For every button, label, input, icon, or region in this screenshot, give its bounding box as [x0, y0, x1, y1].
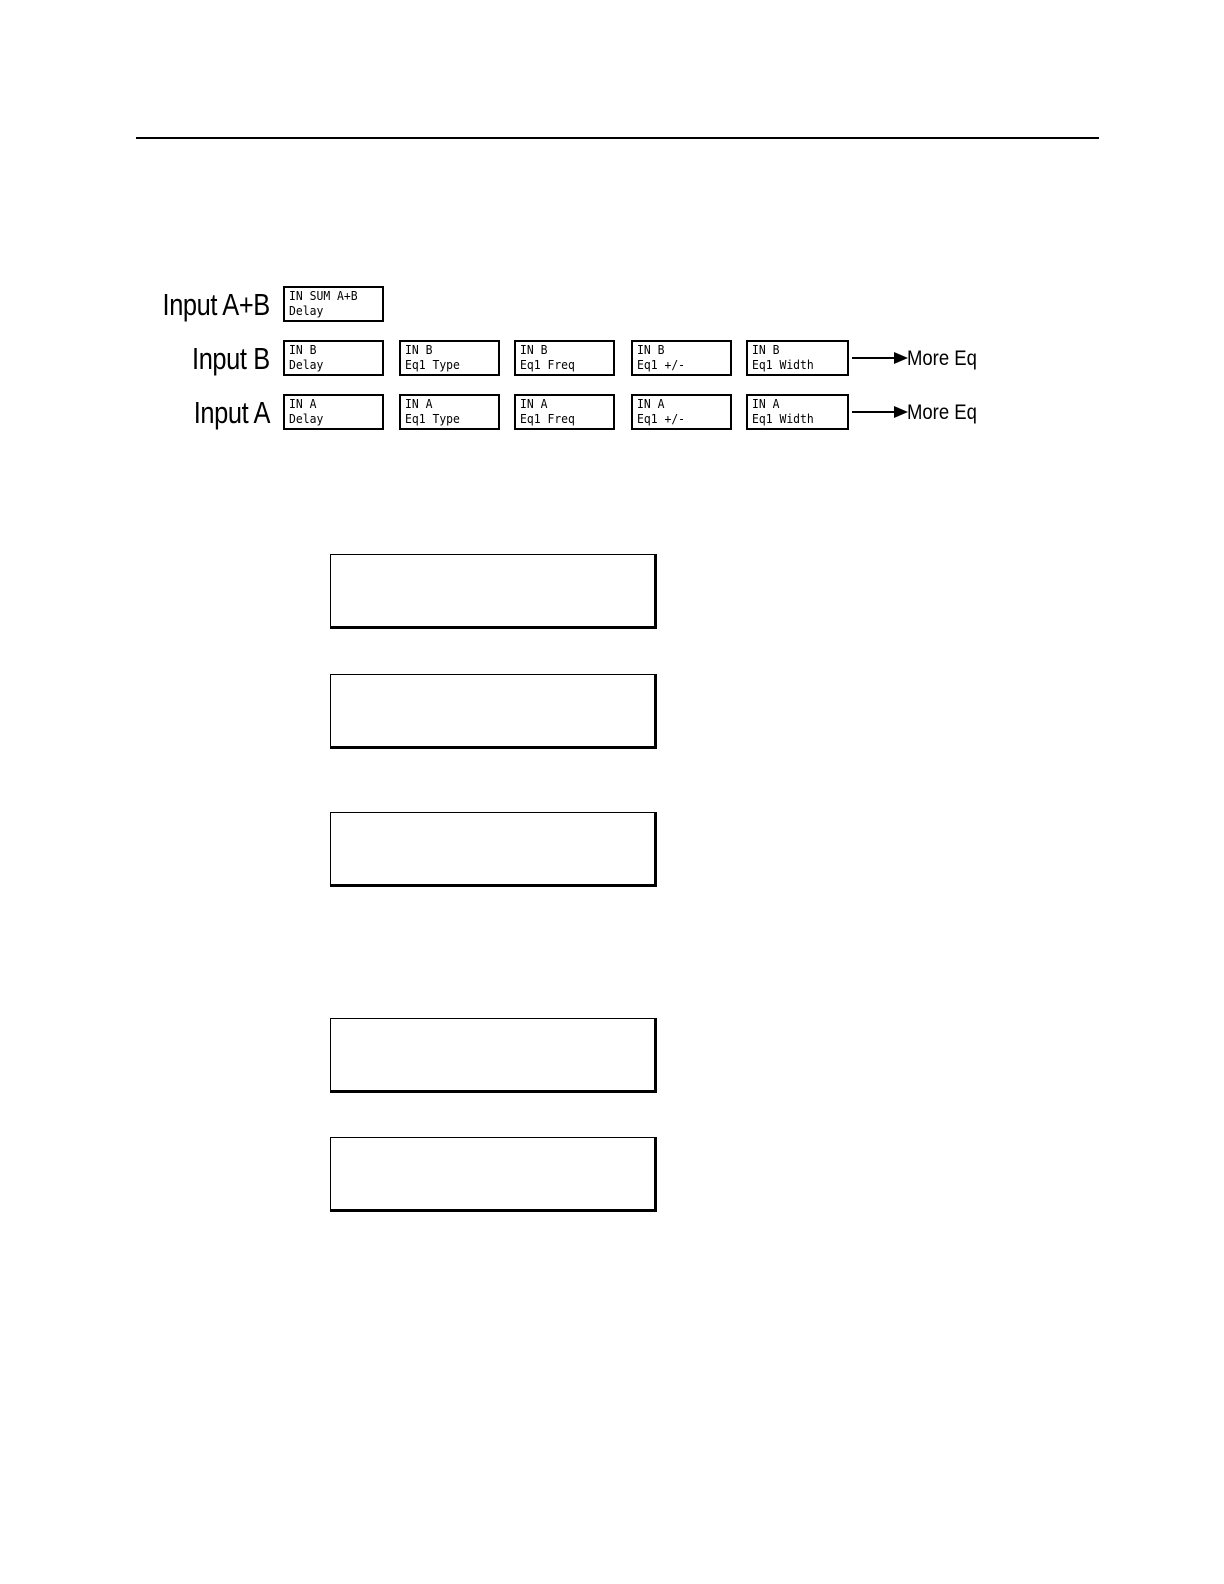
continuation-arrow-icon: [852, 352, 910, 364]
param-box-line1: IN A: [289, 397, 317, 411]
param-box-a-eq1-type: [399, 394, 500, 430]
param-box-line1: IN SUM A+B: [289, 289, 358, 303]
row-label-input-sum: Input A+B: [162, 287, 270, 322]
param-box-line1: IN A: [520, 397, 548, 411]
param-box-line2: Eq1 Width: [752, 412, 814, 426]
param-box-line1: IN B: [405, 343, 433, 357]
param-box-line2: Eq1 +/-: [637, 358, 686, 372]
param-box-line2: Delay: [289, 358, 324, 372]
param-box-line1: IN B: [520, 343, 548, 357]
more-eq-label-b: More Eq: [907, 347, 977, 370]
param-box-b-eq1-freq: [514, 340, 615, 376]
display-panel: [330, 1137, 657, 1212]
display-panel: [330, 674, 657, 749]
param-box-b-eq1-width: [746, 340, 849, 376]
display-panel: [330, 812, 657, 887]
param-box-a-delay: [283, 394, 384, 430]
display-panel: [330, 1018, 657, 1093]
param-box-line2: Delay: [289, 304, 324, 318]
param-box-line1: IN A: [637, 397, 665, 411]
header-rule: [136, 137, 1099, 139]
continuation-arrow-icon: [852, 406, 910, 418]
row-label-input-b: Input B: [192, 341, 270, 376]
param-box-line2: Eq1 Type: [405, 412, 460, 426]
param-box-line2: Eq1 +/-: [637, 412, 686, 426]
param-box-line1: IN B: [752, 343, 780, 357]
param-box-line2: Eq1 Width: [752, 358, 814, 372]
param-box-line1: IN B: [289, 343, 317, 357]
param-box-line2: Eq1 Type: [405, 358, 460, 372]
param-box-sum-delay: [283, 286, 384, 322]
param-box-line1: IN A: [405, 397, 433, 411]
param-box-line1: IN B: [637, 343, 665, 357]
param-box-line2: Delay: [289, 412, 324, 426]
row-label-input-a: Input A: [193, 395, 270, 430]
display-panel: [330, 554, 657, 629]
more-eq-label-a: More Eq: [907, 401, 977, 424]
param-box-b-delay: [283, 340, 384, 376]
param-box-line1: IN A: [752, 397, 780, 411]
param-box-b-eq1-gain: [631, 340, 732, 376]
param-box-a-eq1-width: [746, 394, 849, 430]
param-box-a-eq1-freq: [514, 394, 615, 430]
param-box-b-eq1-type: [399, 340, 500, 376]
param-box-a-eq1-gain: [631, 394, 732, 430]
param-box-line2: Eq1 Freq: [520, 412, 575, 426]
param-box-line2: Eq1 Freq: [520, 358, 575, 372]
